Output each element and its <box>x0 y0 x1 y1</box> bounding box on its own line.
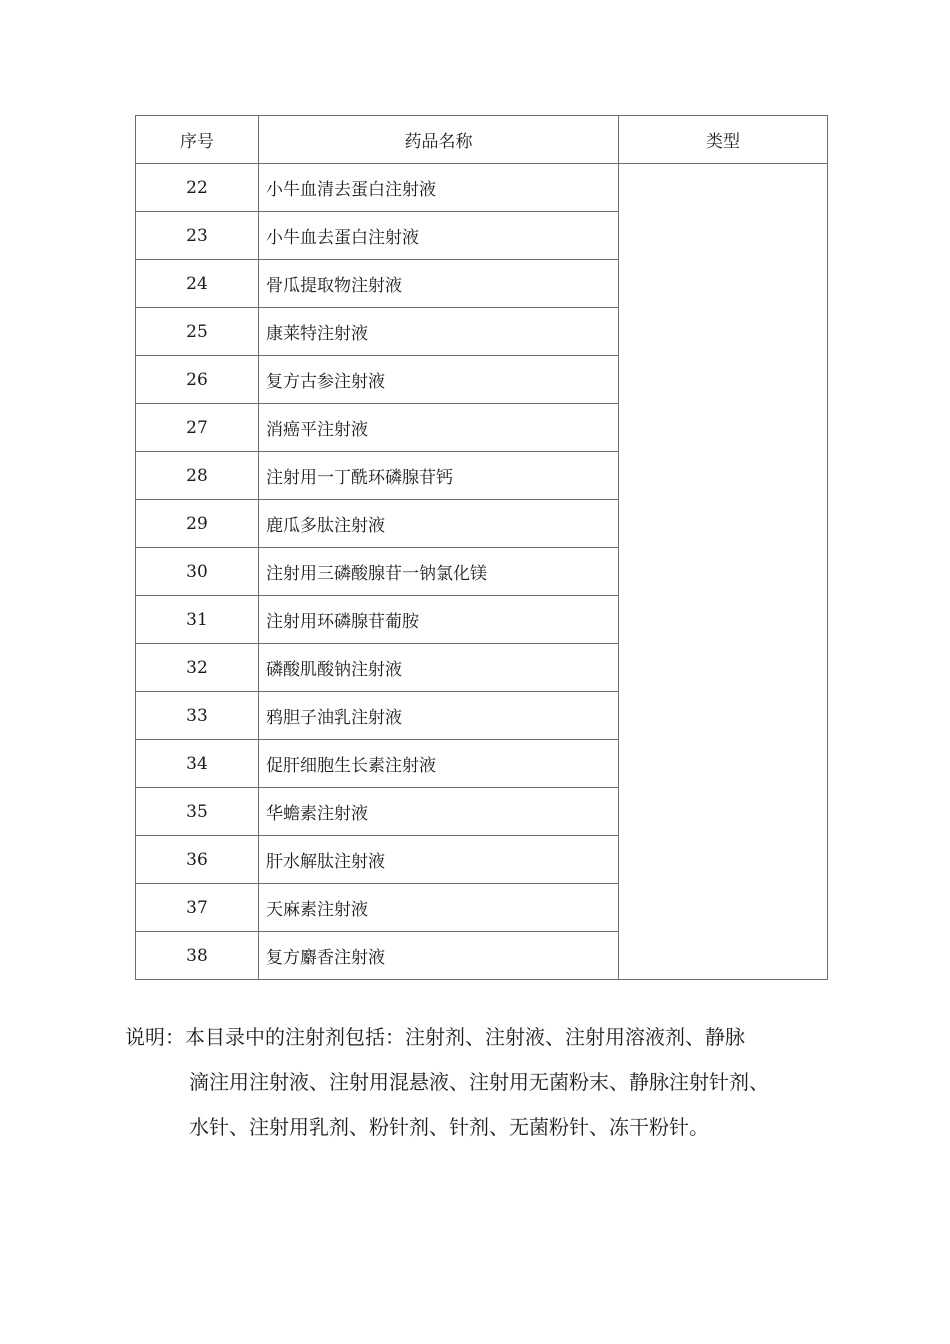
drug-name-cell: 磷酸肌酸钠注射液 <box>259 644 619 692</box>
drug-name-cell: 肝水解肽注射液 <box>259 836 619 884</box>
drug-name-cell: 天麻素注射液 <box>259 884 619 932</box>
drug-name-cell: 复方古参注射液 <box>259 356 619 404</box>
note-paragraph <box>125 1015 840 1150</box>
serial-number-cell: 31 <box>136 596 259 644</box>
serial-number-cell: 26 <box>136 356 259 404</box>
table-row <box>136 164 828 212</box>
serial-number-cell: 25 <box>136 308 259 356</box>
header-drug-name: 药品名称 <box>259 116 619 164</box>
drug-name-cell: 骨瓜提取物注射液 <box>259 260 619 308</box>
serial-number-cell: 38 <box>136 932 259 980</box>
drug-name-cell: 小牛血去蛋白注射液 <box>259 212 619 260</box>
serial-number-cell: 30 <box>136 548 259 596</box>
serial-number-cell: 29 <box>136 500 259 548</box>
table-body <box>136 164 828 980</box>
drug-name-cell: 鹿瓜多肽注射液 <box>259 500 619 548</box>
drug-name-cell: 华蟾素注射液 <box>259 788 619 836</box>
table-header-row <box>136 116 828 164</box>
serial-number-cell: 35 <box>136 788 259 836</box>
drug-table <box>135 115 828 980</box>
drug-name-cell: 鸦胆子油乳注射液 <box>259 692 619 740</box>
header-serial-number: 序号 <box>136 116 259 164</box>
serial-number-cell: 27 <box>136 404 259 452</box>
type-cell <box>619 164 828 980</box>
drug-name-cell: 小牛血清去蛋白注射液 <box>259 164 619 212</box>
drug-name-cell: 复方麝香注射液 <box>259 932 619 980</box>
serial-number-cell: 24 <box>136 260 259 308</box>
serial-number-cell: 32 <box>136 644 259 692</box>
note-line-2: 滴注用注射液、注射用混悬液、注射用无菌粉末、静脉注射针剂、 <box>189 1070 769 1094</box>
drug-name-cell: 消癌平注射液 <box>259 404 619 452</box>
serial-number-cell: 37 <box>136 884 259 932</box>
header-type: 类型 <box>619 116 828 164</box>
drug-name-cell: 注射用一丁酰环磷腺苷钙 <box>259 452 619 500</box>
serial-number-cell: 33 <box>136 692 259 740</box>
note-line-3: 水针、注射用乳剂、粉针剂、针剂、无菌粉针、冻干粉针。 <box>189 1115 709 1139</box>
serial-number-cell: 34 <box>136 740 259 788</box>
serial-number-cell: 36 <box>136 836 259 884</box>
drug-name-cell: 促肝细胞生长素注射液 <box>259 740 619 788</box>
drug-name-cell: 注射用三磷酸腺苷一钠氯化镁 <box>259 548 619 596</box>
serial-number-cell: 28 <box>136 452 259 500</box>
serial-number-cell: 23 <box>136 212 259 260</box>
serial-number-cell: 22 <box>136 164 259 212</box>
drug-name-cell: 康莱特注射液 <box>259 308 619 356</box>
note-line-1: 说明：本目录中的注射剂包括：注射剂、注射液、注射用溶液剂、静脉 <box>125 1025 745 1049</box>
drug-name-cell: 注射用环磷腺苷葡胺 <box>259 596 619 644</box>
